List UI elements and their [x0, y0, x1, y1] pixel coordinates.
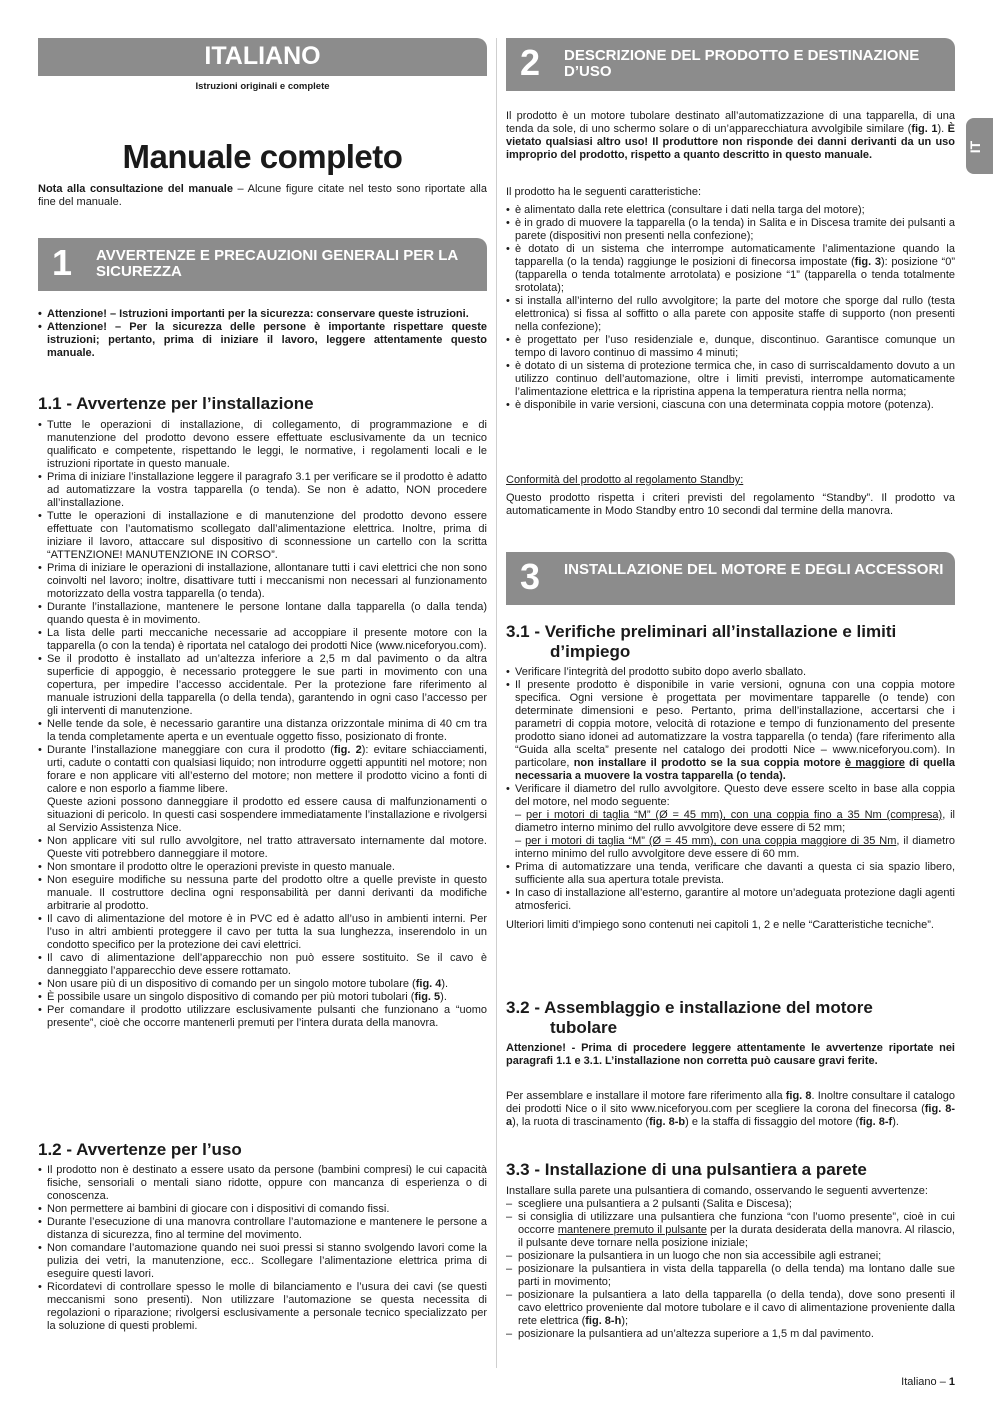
- figure-ref: fig. 5: [414, 991, 441, 1003]
- text-fragment: Durante l’installazione maneggiare con cura il prodotto (: [47, 744, 334, 756]
- standby-title: Conformità del prodotto al regolamento Standby:: [506, 474, 744, 486]
- note-label: Nota alla consultazione del manuale: [38, 183, 233, 195]
- list-item: • Non comandare l’automazione quando nei suoi pressi si stanno svolgendo lavori come la pulizia dei vetri, la manutenzione, ecc.. Scollegare l’alimentazione elettrica prima di eseguire questi lavori.: [38, 1242, 487, 1281]
- wall-panel-instructions: [506, 1185, 955, 1341]
- standby-heading: [506, 474, 955, 487]
- subtitle: Istruzioni originali e complete: [195, 81, 330, 92]
- features-list: [506, 204, 955, 412]
- text-fragment: non installare il prodotto se la sua coppia motore: [573, 757, 845, 769]
- page-number: 1: [948, 1376, 955, 1388]
- figure-ref: fig. 8: [785, 1090, 812, 1102]
- language-banner: ITALIANO: [38, 38, 487, 76]
- section-1-number: 1: [52, 242, 73, 283]
- list-item: • è alimentato dalla rete elettrica (consultare i dati nella targa del motore);: [506, 204, 955, 217]
- list-item: • si installa all’interno del rullo avvolgitore; la parte del motore che sporge dal rullo (testa elettronica) si fissa al soffitto o alla parete con apposite staffe di supporto (non presenti nella confezione);: [506, 295, 955, 334]
- list-item: • Nelle tende da sole, è necessario garantire una distanza orizzontale minima di 40 cm tra la tenda completamente aperta e un eventuale oggetto fisso, posizionato di fronte.: [38, 718, 487, 744]
- list-item: • è dotato di un sistema di protezione termica che, in caso di surriscaldamento dovuto a un utilizzo continuo dell’automazione, oltre i limiti previsti, interrompe automaticamente l’alimentazione elettrica e la ripristina appena la temperatura rientra nella norma;: [506, 360, 955, 399]
- section-3-title: INSTALLAZIONE DEL MOTORE E DEGLI ACCESSORI: [564, 561, 944, 578]
- list-item: • Non applicare viti sul rullo avvolgitore, nel tratto attraversato internamente dal motore. Queste viti potrebbero danneggiare il motore.: [38, 835, 487, 861]
- text-fragment: ).: [892, 1116, 899, 1128]
- text-fragment: );: [621, 1315, 629, 1327]
- note-text: – Alcune figure citate nel testo sono riportate alla fine del manuale.: [38, 183, 487, 208]
- text-fragment: ) e la staffa di fissaggio del motore (: [685, 1116, 860, 1128]
- list-item: • Verificare il diametro del rullo avvolgitore. Questo deve essere scelto in base alla coppia del motore, nel modo seguente: – per i motori di taglia “M” (Ø = 45 mm), con una coppia fino a 35 Nm (compresa), il diametro interno minimo del rullo avvolgitore deve essere di 52 mm; – per i motori di taglia “M” (Ø = 45 mm), con una coppia maggiore di 35 Nm, il diametro interno minimo del rullo avvolgitore deve essere di 60 mm.: [506, 783, 955, 861]
- section-3-number: 3: [520, 556, 541, 597]
- safety-warnings: [38, 308, 487, 360]
- figure-ref: fig. 4: [415, 978, 442, 990]
- heading-number: 3.2 -: [506, 998, 541, 1017]
- assembly-warning: [506, 1042, 955, 1068]
- figure-ref: fig. 8-b: [649, 1116, 686, 1128]
- warning-text: Attenzione! - Prima di procedere leggere attentamente le avvertenze riportate nei paragrafi 1.1 e 3.1. L’installazione non corretta può causare gravi ferite.: [506, 1042, 955, 1067]
- figure-ref: fig. 8-a: [506, 1103, 955, 1128]
- list-item: • Ricordatevi di controllare spesso le molle di bilanciamento e l’usura dei cavi (se questi meccanismi sono presenti). Non utilizzare l’automazione se questa necessita di regolazioni o riparazione; rivolgersi esclusivamente a personale tecnico specializzato per la soluzione di questi problemi.: [38, 1281, 487, 1333]
- list-item: • Il prodotto non è destinato a essere usato da persone (bambini compresi) le cui capacità fisiche, sensoriali o mentali siano ridotte, oppure con mancanza di esperienza o di conoscenza.: [38, 1164, 487, 1203]
- installation-warnings: [38, 419, 487, 1030]
- text-fragment: si consiglia di utilizzare una pulsantiera che funziona “con l’uomo presente”, cioè in cui occorre: [518, 1211, 955, 1236]
- side-tab-label: IT: [967, 140, 984, 154]
- standby-text: Questo prodotto rispetta i criteri previsti del regolamento “Standby”. Il prodotto va automaticamente in Modo Standby entro 10 secondi dal termine della manovra.: [506, 492, 955, 517]
- section-3-header: [506, 552, 955, 605]
- list-item: • è disponibile in varie versioni, ciascuna con una determinata coppia motore (potenza).: [506, 399, 955, 412]
- list-item: • Prima di automatizzare una tenda, verificare che davanti a questa ci sia spazio libero, sufficiente alla sua apertura totale prevista.: [506, 861, 955, 887]
- heading-text-2: d’impiego: [550, 642, 631, 661]
- figure-ref: fig. 1: [911, 123, 938, 135]
- list-item: • è progettato per l’uso residenziale e, dunque, discontinuo. Garantisce comunque un tempo di lavoro continuo di massimo 4 minuti;: [506, 334, 955, 360]
- heading-text: Verifiche preliminari all’installazione e limiti: [544, 622, 897, 641]
- text-fragment: di quella necessaria a muovere la vostra tapparella (o tenda).: [515, 757, 955, 782]
- warning-item: • Attenzione! – Per la sicurezza delle persone è importante rispettare queste istruzioni; pertanto, prima di iniziare il lavoro, leggere attentamente questo manuale.: [38, 321, 487, 360]
- text-fragment: ).: [937, 123, 948, 135]
- list-item: – scegliere una pulsantiera a 2 pulsanti (Salita e Discesa);: [506, 1198, 955, 1211]
- list-item: • Il cavo di alimentazione dell’apparecchio non può essere sostituito. Se il cavo è danneggiato l’apparecchio deve essere rottamato.: [38, 952, 487, 978]
- manual-note: [38, 183, 487, 209]
- column-divider: [496, 38, 497, 1368]
- list-item: • Prima di iniziare le operazioni di installazione, allontanare tutti i cavi elettrici che non sono coinvolti nel lavoro; inoltre, disattivare tutti i meccanismi non necessari al funzionamento motorizzato della vostra tapparella (o tenda).: [38, 562, 487, 601]
- heading-1-2: 1.2 - Avvertenze per l’uso: [38, 1140, 242, 1159]
- page-title: Manuale completo: [122, 138, 403, 175]
- heading-text: Assemblaggio e installazione del motore: [544, 998, 873, 1017]
- page-footer: [901, 1376, 955, 1388]
- text-fragment: ): evitare schiacciamenti, urti, cadute o contatti con qualsiasi liquido; non introdurre oggetti appuntiti nel motore; non forare e non applicare viti all’esterno del motore; non mettere il prodotto vicino a fonti di calore e non esporlo a fiamme libere.: [47, 744, 487, 795]
- list-item: • Non eseguire modifiche su nessuna parte del prodotto oltre a quelle previste in questo manuale. Il costruttore declina ogni responsabilità per danni derivanti da modifiche arbitrarie al prodotto.: [38, 874, 487, 913]
- list-item: • è in grado di muovere la tapparella (o la tenda) in Salita e in Discesa tramite dei pulsanti a parete (dispositivi non presenti nella confezione);: [506, 217, 955, 243]
- list-item: • In caso di installazione all’esterno, garantire al motore un’adeguata protezione dagli agenti atmosferici.: [506, 887, 955, 913]
- list-item: • Verificare l’integrità del prodotto subito dopo averlo sballato.: [506, 666, 955, 679]
- text-fragment: per i motori di taglia “M” (Ø = 45 mm), con una coppia maggiore di 35 Nm: [525, 835, 897, 847]
- text-fragment: , il diametro interno minimo del rullo avvolgitore deve essere di 60 mm.: [515, 835, 955, 860]
- list-item: • Tutte le operazioni di installazione e di manutenzione del prodotto devono essere effettuate con l’automatismo scollegato dall’alimentazione elettrica. Inoltre, prima di iniziare il lavoro, attaccare sul dispositivo di sconnessione un cartello con la scritta “ATTENZIONE! MANUTENZIONE IN CORSO”.: [38, 510, 487, 562]
- text-fragment: posizionare la pulsantiera a lato della tapparella (o della tenda), dove sono presenti il cavo elettrico proveniente dal motore tubolare e il cavo di alimentazione proveniente dalla rete elettrica (: [518, 1289, 955, 1327]
- text-fragment: È possibile usare un singolo dispositivo di comando per più motori tubolari (: [47, 991, 415, 1003]
- text-fragment: Non usare più di un dispositivo di comando per un singolo motore tubolare (: [47, 978, 416, 990]
- text-fragment: . Inoltre consultare il catalogo dei prodotti Nice o il sito www.niceforyou.com per scegliere la corona del finecorsa (: [506, 1090, 955, 1115]
- section-2-title: DESCRIZIONE DEL PRODOTTO E DESTINAZIONE D’USO: [564, 47, 920, 80]
- text-fragment: è maggiore: [844, 757, 905, 769]
- list-item: • Durante l’esecuzione di una manovra controllare l’automazione e mantenere le persone a distanza di sicurezza, fino al termine del movimento.: [38, 1216, 487, 1242]
- warning-item: • Attenzione! – Istruzioni importanti per la sicurezza: conservare queste istruzioni.: [38, 308, 487, 321]
- text-fragment: è dotato di un sistema che interrompe automaticamente l’alimentazione quando la tapparella (o la tenda) raggiunge le posizioni di finecorsa impostate (: [515, 243, 955, 268]
- wall-panel-intro: Installare sulla parete una pulsantiera di comando, osservando le seguenti avvertenze:: [506, 1185, 928, 1197]
- heading-number: 3.1 -: [506, 622, 541, 641]
- list-item: • Durante l’installazione, mantenere le persone lontane dalla tapparella (o dalla tenda) quando questa è in movimento.: [38, 601, 487, 627]
- language-side-tab: [966, 118, 993, 174]
- list-item: [38, 978, 487, 991]
- heading-3-1: [506, 622, 955, 662]
- text-fragment: , il diametro interno minimo del rullo avvolgitore deve essere di 52 mm;: [515, 809, 955, 834]
- text-fragment: mantenere premuto il pulsante: [557, 1224, 707, 1236]
- list-item: • Tutte le operazioni di installazione, di collegamento, di programmazione e di manutenzione del prodotto devono essere effettuate esclusivamente da un tecnico qualificato e competente, rispettando le leggi, le normative, i regolamenti locali e le istruzioni riportate in questo manuale.: [38, 419, 487, 471]
- text-fragment: per i motori di taglia “M” (Ø = 45 mm), con una coppia fino a 35 Nm (compresa): [525, 809, 943, 821]
- list-item: • Se il prodotto è installato ad un’altezza inferiore a 2,5 m dal pavimento o da altra superficie di appoggio, è necessario proteggere le sue parti in movimento con una copertura, per impedire l’accesso accidentale. Per la protezione fare riferimento al manuale istruzioni della tapparella (o della tenda), garantendo in ogni caso l’accesso per gli interventi di manutenzione.: [38, 653, 487, 718]
- heading-text-2: tubolare: [550, 1018, 618, 1037]
- list-item: [506, 1289, 955, 1328]
- list-item: • Per comandare il prodotto utilizzare esclusivamente pulsanti che funzionano a “uomo presente”, cioè che occorre mantenerli premuti per l’intera durata della manovra.: [38, 1004, 487, 1030]
- list-item: – posizionare la pulsantiera ad un’altezza superiore a 1,5 m dal pavimento.: [506, 1328, 955, 1341]
- usage-warnings: [38, 1164, 487, 1333]
- list-item: [38, 991, 487, 1004]
- list-item: [506, 1211, 955, 1250]
- heading-3-2: [506, 998, 955, 1038]
- list-item: – posizionare la pulsantiera in vista della tapparella (o della tenda) ma lontano dalle sue parti in movimento;: [506, 1263, 955, 1289]
- list-item: • La lista delle parti meccaniche necessarie ad accoppiare il presente motore con la tapparella (o con la tenda) è riportata nel catalogo dei prodotti Nice (www.niceforyou.com).: [38, 627, 487, 653]
- text-fragment: Il prodotto è un motore tubolare destinato all’automatizzazione di una tapparella, di una tenda da sole, di uno schermo solare o di un’apparecchiatura avvolgibile similare (: [506, 110, 955, 135]
- figure-ref: fig. 8-h: [585, 1315, 622, 1327]
- text-fragment: Per assemblare e installare il motore fare riferimento alla: [506, 1090, 786, 1102]
- list-item: [506, 679, 955, 783]
- heading-1-1: 1.1 - Avvertenze per l’installazione: [38, 394, 314, 413]
- text-fragment: per la durata desiderata della manovra. Al rilascio, il pulsante deve tornare nella posizione iniziale;: [518, 1224, 955, 1249]
- text-fragment: ): posizione “0” (tapparella o tenda totalmente arrotolata) e posizione “1” (tapparella o tenda totalmente srotolata);: [515, 256, 955, 294]
- text-fragment: ).: [441, 978, 449, 990]
- heading-3-3: 3.3 - Installazione di una pulsantiera a parete: [506, 1160, 867, 1179]
- text-fragment: Queste azioni possono danneggiare il prodotto ed essere causa di malfunzionamenti o situazioni di pericolo. In questi casi sospendere immediatamente l’installazione e rivolgersi al Servizio Assistenza Nice.: [47, 796, 487, 834]
- list-item: • Non permettere ai bambini di giocare con i dispositivi di comando fissi.: [38, 1203, 487, 1216]
- text-fragment: ).: [440, 991, 447, 1003]
- prohibited-use: È vietato qualsiasi altro uso! Il produttore non risponde dei danni derivanti da un uso improprio del prodotto, rispetto a quanto descritto in questo manuale.: [506, 123, 956, 161]
- section-2-header: [506, 38, 955, 91]
- assembly-text: [506, 1090, 955, 1129]
- list-item: • Prima di iniziare l’installazione leggere il paragrafo 3.1 per verificare se il prodotto è adatto ad automatizzare la vostra tapparella (o tenda). Se non è adatto, NON procedere all’installazione.: [38, 471, 487, 510]
- limits-note: Ulteriori limiti d’impiego sono contenuti nei capitoli 1, 2 e nelle “Caratteristiche tecniche”.: [506, 919, 934, 931]
- list-item: [506, 243, 955, 295]
- figure-ref: fig. 8-f: [859, 1116, 893, 1128]
- figure-ref: fig. 2: [333, 744, 362, 756]
- text-fragment: ), la ruota di trascinamento (: [512, 1116, 650, 1128]
- section-1-title: AVVERTENZE E PRECAUZIONI GENERALI PER LA SICUREZZA: [96, 247, 458, 280]
- section-2-number: 2: [520, 42, 541, 83]
- list-item: [38, 744, 487, 835]
- footer-label: Italiano –: [901, 1376, 949, 1388]
- list-item: – posizionare la pulsantiera in un luogo che non sia accessibile agli estranei;: [506, 1250, 955, 1263]
- text-fragment: Verificare il diametro del rullo avvolgitore. Questo deve essere scelto in base alla coppia del motore, nel modo seguente:: [515, 783, 955, 808]
- section-2-intro: [506, 110, 955, 162]
- text-fragment: Il presente prodotto è disponibile in varie versioni, ognuna con una coppia motore specifica. Ogni versione è progettata per movimentare tapparelle (o tende) con determinate dimensioni e peso. Pertanto, prima dell’installazione, accertarsi che i parametri di coppia motore, velocità di rotazione e tempo di funzionamento del presente prodotto siano idonei ad automatizzare la vostra tapparella (o tenda) (fare riferimento alla “Guida alla scelta” presente nel catalogo dei prodotti Nice – www.niceforyou.com). In particolare,: [515, 679, 955, 769]
- list-item: • Il cavo di alimentazione del motore è in PVC ed è adatto all’uso in ambienti interni. Per l’uso in altri ambienti proteggere il cavo per tutta la sua lunghezza, inserendolo in un condotto specifico per la protezione dei cavi elettrici.: [38, 913, 487, 952]
- features-intro: Il prodotto ha le seguenti caratteristiche:: [506, 186, 702, 198]
- list-item: • Non smontare il prodotto oltre le operazioni previste in questo manuale.: [38, 861, 487, 874]
- preliminary-checks: [506, 666, 955, 932]
- section-1-header: [38, 238, 487, 291]
- figure-ref: fig. 3: [854, 256, 881, 268]
